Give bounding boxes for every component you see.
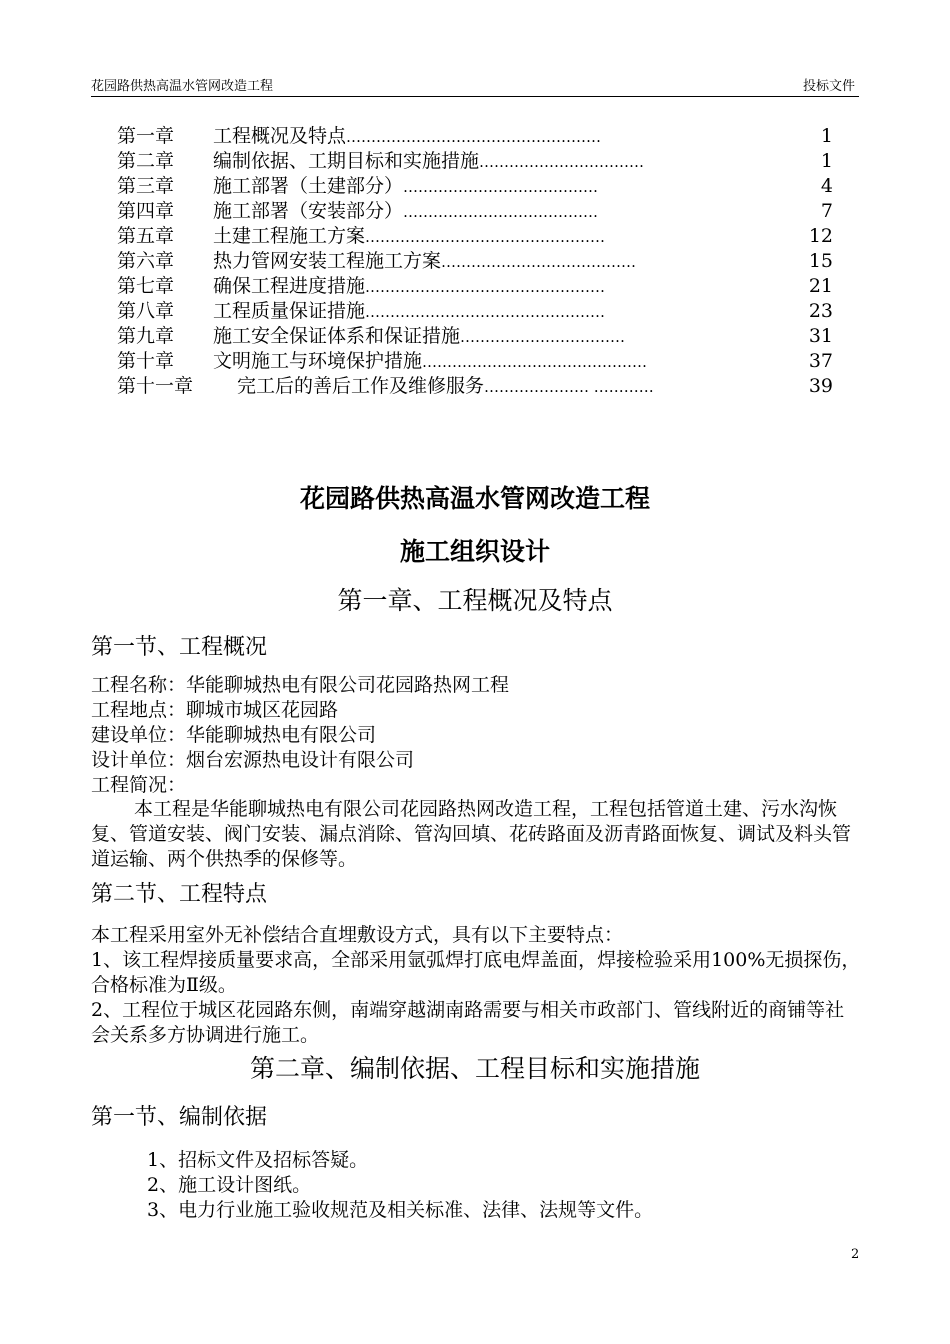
- toc-leader-dots: …………………………………………: [365, 278, 606, 296]
- header-document-type: 投标文件: [802, 79, 855, 94]
- toc-entry: [117, 324, 833, 349]
- document-title: 花园路供热高温水管网改造工程: [299, 484, 650, 513]
- toc-entry: [117, 374, 833, 399]
- toc-leader-dots: ………………… …………: [484, 378, 654, 396]
- toc-entry: [117, 224, 833, 249]
- design-unit-line: 设计单位：烟台宏源热电设计有限公司: [91, 749, 415, 771]
- toc-leader-dots: ……………………………: [460, 328, 626, 346]
- toc-chapter-number: 第九章: [117, 325, 175, 347]
- section-project-overview-heading: 第一节、工程概况: [91, 635, 268, 660]
- toc-chapter-title: 完工后的善后工作及维修服务: [237, 375, 485, 397]
- project-info-block: [91, 673, 861, 798]
- toc-entry: [117, 149, 833, 174]
- basis-list: [147, 1148, 847, 1223]
- toc-chapter-title: 施工安全保证体系和保证措施: [213, 325, 461, 347]
- toc-page-number: 15: [808, 250, 833, 272]
- toc-chapter-number: 第一章: [117, 125, 175, 147]
- toc-chapter-number: 第十一章: [117, 375, 194, 397]
- toc-chapter-title: 编制依据、工期目标和实施措施: [213, 150, 480, 172]
- list-item: 1、招标文件及招标答疑。: [147, 1149, 369, 1171]
- toc-page-number: 31: [808, 325, 833, 347]
- toc-chapter-number: 第十章: [117, 350, 175, 372]
- construction-unit-line: 建设单位：华能聊城热电有限公司: [91, 724, 377, 746]
- toc-leader-dots: ……………………………: [479, 153, 645, 171]
- toc-leader-dots: ……………………………………………: [346, 128, 602, 146]
- toc-page-number: 12: [808, 225, 833, 247]
- toc-page-number: 7: [820, 200, 833, 222]
- project-brief-paragraph: 本工程是华能聊城热电有限公司花园路热网改造工程，工程包括管道土建、污水沟恢复、管道安装、阀门安装、漏点消除、管沟回填、花砖路面及沥青路面恢复、调试及料头管道运输、两个供热季的保修等。: [91, 798, 852, 870]
- toc-leader-dots: …………………………………: [441, 253, 637, 271]
- features-intro: 本工程采用室外无补偿结合直埋敷设方式，具有以下主要特点：: [91, 924, 624, 946]
- toc-chapter-title: 热力管网安装工程施工方案: [213, 250, 442, 272]
- page-header: [91, 78, 859, 97]
- toc-leader-dots: …………………………………………: [365, 228, 606, 246]
- toc-chapter-title: 工程概况及特点: [213, 125, 347, 147]
- toc-page-number: 23: [808, 300, 833, 322]
- toc-leader-dots: …………………………………: [403, 203, 599, 221]
- chapter-1-heading: 第一章、工程概况及特点: [337, 586, 613, 615]
- toc-page-number: 39: [808, 375, 833, 397]
- toc-leader-dots: ………………………………………: [422, 353, 648, 371]
- feature-item: 2、工程位于城区花园路东侧，南端穿越湖南路需要与相关市政部门、管线附近的商铺等社会关系多方协调进行施工。: [91, 999, 845, 1046]
- list-item: 2、施工设计图纸。: [147, 1174, 312, 1196]
- list-item: 3、电力行业施工验收规范及相关标准、法律、法规等文件。: [147, 1199, 654, 1221]
- toc-chapter-title: 确保工程进度措施: [213, 275, 366, 297]
- toc-page-number: 1: [820, 150, 833, 172]
- toc-chapter-number: 第五章: [117, 225, 175, 247]
- toc-chapter-title: 施工部署（安装部分）: [213, 200, 404, 222]
- toc-chapter-number: 第四章: [117, 200, 175, 222]
- page-number: 2: [851, 1247, 860, 1262]
- toc-leader-dots: …………………………………: [403, 178, 599, 196]
- toc-chapter-title: 工程质量保证措施: [213, 300, 366, 322]
- toc-chapter-number: 第二章: [117, 150, 175, 172]
- section-basis-heading: 第一节、编制依据: [91, 1105, 268, 1130]
- toc-chapter-number: 第八章: [117, 300, 175, 322]
- toc-page-number: 21: [808, 275, 833, 297]
- project-brief-label: 工程简况：: [91, 774, 187, 796]
- toc-entry: [117, 349, 833, 374]
- toc-entry: [117, 124, 833, 149]
- project-name-line: 工程名称：华能聊城热电有限公司花园路热网工程: [91, 674, 510, 696]
- toc-chapter-title: 施工部署（土建部分）: [213, 175, 404, 197]
- chapter-2-heading: 第二章、编制依据、工程目标和实施措施: [249, 1054, 700, 1083]
- toc-entry: [117, 174, 833, 199]
- toc-page-number: 1: [820, 125, 833, 147]
- section-project-features-heading: 第二节、工程特点: [91, 882, 268, 907]
- table-of-contents: [117, 124, 833, 399]
- feature-item: 1、该工程焊接质量要求高，全部采用氩弧焊打底电焊盖面，焊接检验采用100%无损探伤，合格标准为Ⅱ级。: [91, 949, 861, 996]
- header-project-name: 花园路供热高温水管网改造工程: [91, 79, 274, 94]
- toc-chapter-number: 第六章: [117, 250, 175, 272]
- toc-leader-dots: …………………………………………: [365, 303, 606, 321]
- project-location-line: 工程地点：聊城市城区花园路: [91, 699, 339, 721]
- toc-chapter-title: 土建工程施工方案: [213, 225, 366, 247]
- toc-page-number: 4: [820, 175, 833, 197]
- toc-chapter-number: 第三章: [117, 175, 175, 197]
- toc-page-number: 37: [808, 350, 833, 372]
- toc-chapter-title: 文明施工与环境保护措施: [213, 350, 423, 372]
- toc-entry: [117, 199, 833, 224]
- document-subtitle: 施工组织设计: [399, 537, 550, 566]
- toc-chapter-number: 第七章: [117, 275, 175, 297]
- project-features-block: [91, 923, 861, 1048]
- toc-entry: [117, 249, 833, 274]
- toc-entry: [117, 299, 833, 324]
- toc-entry: [117, 274, 833, 299]
